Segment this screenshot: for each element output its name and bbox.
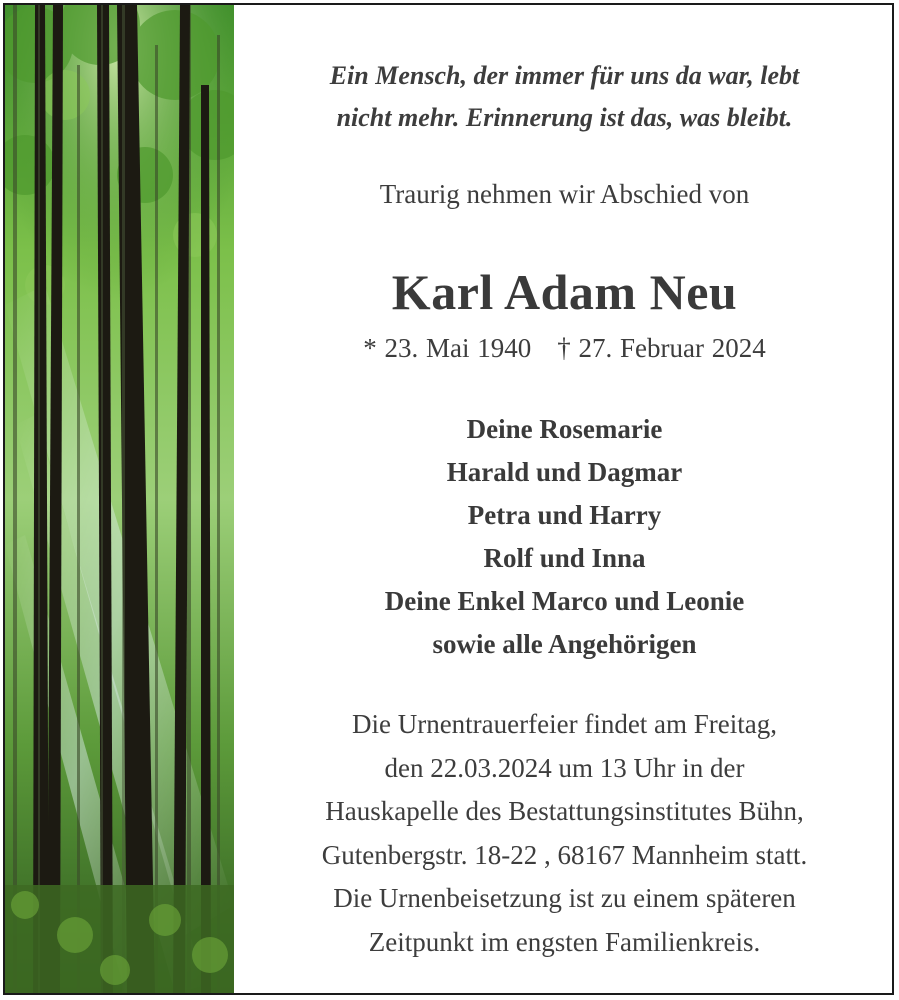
service-line: den 22.03.2024 um 13 Uhr in der xyxy=(384,752,745,783)
mourner: Deine Rosemarie xyxy=(466,414,663,444)
obituary-text xyxy=(237,5,892,993)
service-line: Die Urnenbeisetzung ist zu einem späteren xyxy=(333,883,796,913)
forest-image xyxy=(5,5,234,993)
mourner: Rolf und Inna xyxy=(483,543,646,573)
deceased-name: Karl Adam Neu xyxy=(391,264,738,320)
birth-date: * 23. Mai 1940 xyxy=(363,333,532,363)
mourner: Deine Enkel Marco und Leonie xyxy=(384,586,745,616)
motto xyxy=(237,55,892,139)
mourner: sowie alle Angehörigen xyxy=(432,629,697,659)
motto-line: Ein Mensch, der immer für uns da war, lebt xyxy=(329,61,800,90)
mourners-list xyxy=(237,408,892,666)
service-line: Hauskapelle des Bestattungsinstitutes Bühn, xyxy=(325,796,804,826)
service-details xyxy=(237,703,892,964)
mourner: Petra und Harry xyxy=(467,500,662,530)
service-line: Gutenbergstr. 18-22 , 68167 Mannheim statt. xyxy=(321,839,808,870)
service-line: Die Urnentrauerfeier findet am Freitag, xyxy=(351,709,778,739)
life-dates xyxy=(237,333,892,364)
intro-text: Traurig nehmen wir Abschied von xyxy=(379,179,750,209)
death-date: † 27. Februar 2024 xyxy=(557,333,766,363)
forest-illustration xyxy=(5,5,234,993)
obituary-frame xyxy=(3,3,894,995)
motto-line: nicht mehr. Erinnerung ist das, was bleibt. xyxy=(336,103,793,132)
service-line: Zeitpunkt im engsten Familienkreis. xyxy=(368,926,761,957)
mourner: Harald und Dagmar xyxy=(446,457,683,487)
